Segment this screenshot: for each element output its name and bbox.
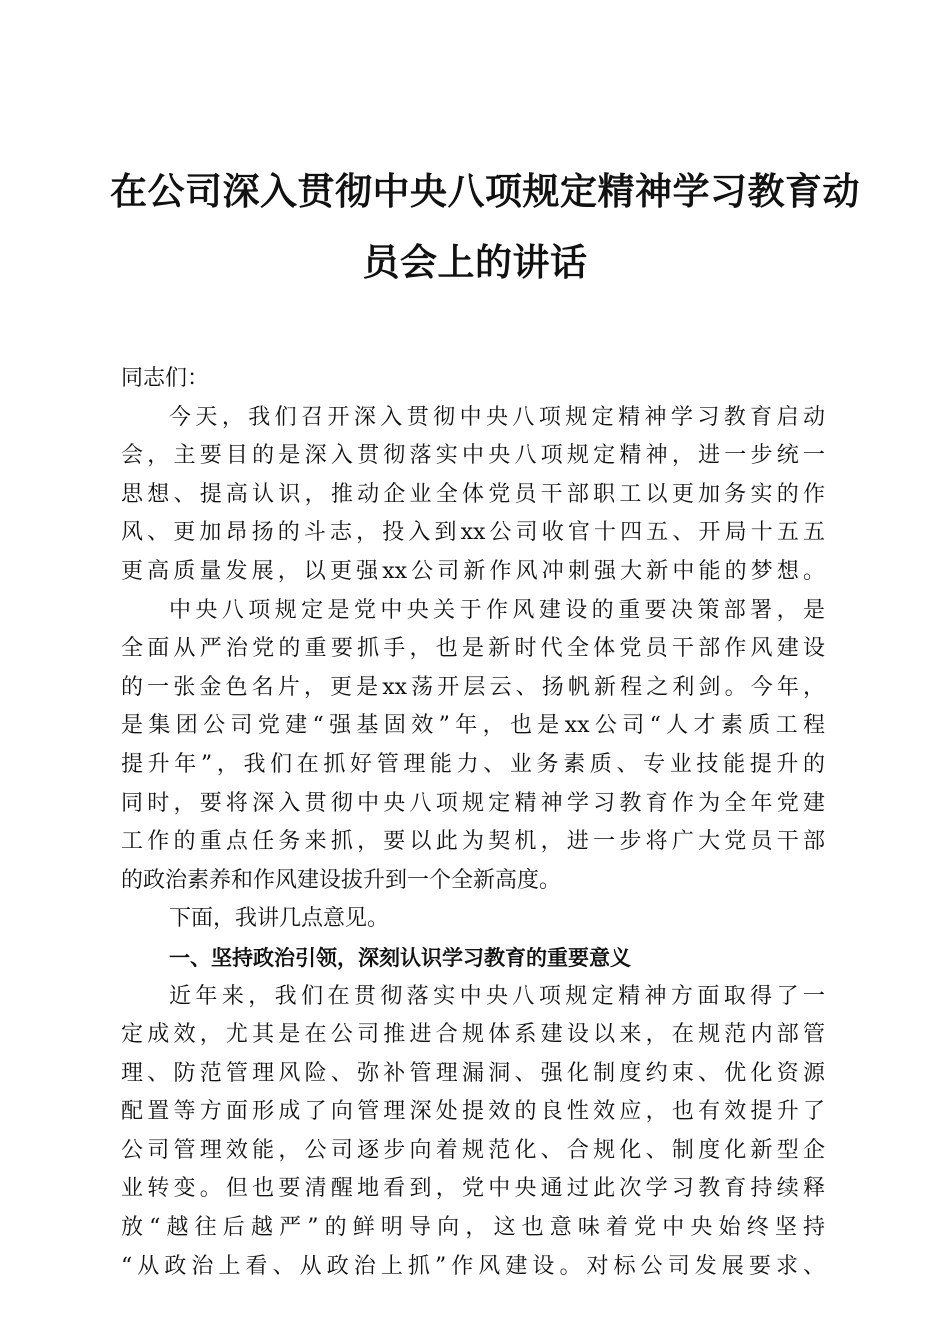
paragraph-4-line-3: 理、防范管理风险、弥补管理漏洞、强化制度约束、优化资源 [121, 1060, 825, 1086]
paragraph-4-line-2: 定成效，尤其是在公司推进合规体系建设以来，在规范内部管 [121, 1022, 825, 1048]
salutation: 同志们： [121, 366, 210, 391]
paragraph-3-line-1: 下面，我讲几点意见。 [169, 906, 390, 932]
document-body [121, 360, 825, 1286]
paragraph-4-line-7: 放“越往后越严”的鲜明导向，这也意味着党中央始终坚持 [121, 1215, 825, 1241]
paragraph-2-line-2: 全面从严治党的重要抓手，也是新时代全体党员干部作风建设 [121, 636, 825, 662]
paragraph-1-line-4: 风、更加昂扬的斗志，投入到xx公司收官十四五、开局十五五 [121, 520, 825, 546]
paragraph-2-line-3: 的一张金色名片，更是xx荡开层云、扬帆新程之利剑。今年， [121, 674, 825, 700]
paragraph-4-line-1: 近年来，我们在贯彻落实中央八项规定精神方面取得了一 [169, 983, 825, 1009]
paragraph-4-line-4: 配置等方面形成了向管理深处提效的良性效应，也有效提升了 [121, 1099, 825, 1125]
paragraph-4-line-5: 公司管理效能，公司逐步向着规范化、合规化、制度化新型企 [121, 1137, 825, 1163]
paragraph-1-line-5: 更高质量发展，以更强xx公司新作风冲刺强大新中能的梦想。 [121, 558, 825, 584]
document-title-line-2: 员会上的讲话 [362, 241, 588, 284]
paragraph-1-line-2: 会，主要目的是深入贯彻落实中央八项规定精神，进一步统一 [121, 443, 825, 469]
paragraph-4-line-6: 业转变。但也要清醒地看到，党中央通过此次学习教育持续释 [121, 1176, 825, 1202]
paragraph-1-line-3: 思想、提高认识，推动企业全体党员干部职工以更加务实的作 [121, 481, 825, 507]
paragraph-2-line-1: 中央八项规定是党中央关于作风建设的重要决策部署，是 [169, 597, 825, 623]
paragraph-1-line-1: 今天，我们召开深入贯彻中央八项规定精神学习教育启动 [169, 404, 825, 430]
section-heading-1: 一、坚持政治引领，深刻认识学习教育的重要意义 [169, 945, 631, 970]
paragraph-2-line-5: 提升年”，我们在抓好管理能力、业务素质、专业技能提升的 [121, 751, 825, 777]
paragraph-2-line-8: 的政治素养和作风建设拔升到一个全新高度。 [121, 867, 562, 893]
paragraph-2-line-7: 工作的重点任务来抓，要以此为契机，进一步将广大党员干部 [121, 829, 825, 855]
paragraph-2-line-6: 同时，要将深入贯彻中央八项规定精神学习教育作为全年党建 [121, 790, 825, 816]
document-title-line-1: 在公司深入贯彻中央八项规定精神学习教育动 [110, 170, 860, 213]
paragraph-4-line-8: “从政治上看、从政治上抓”作风建设。对标公司发展要求、 [121, 1253, 825, 1279]
paragraph-2-line-4: 是集团公司党建“强基固效”年，也是xx公司“人才素质工程 [121, 713, 825, 739]
